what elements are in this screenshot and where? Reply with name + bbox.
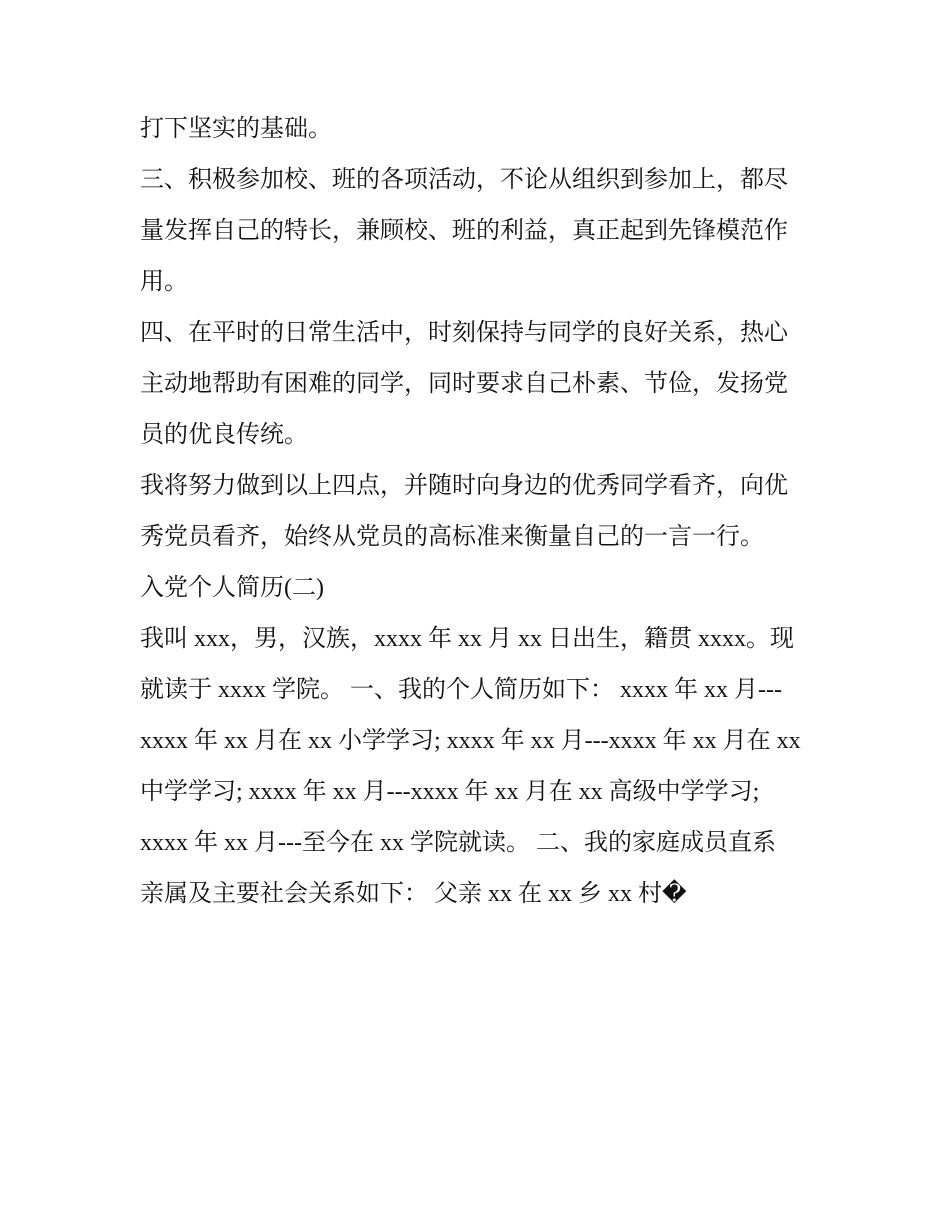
document-body xyxy=(140,104,820,920)
text-line: 用。 xyxy=(140,269,188,295)
text-line: 中学学习; xxxx 年 xx 月---xxxx 年 xx 月在 xx 高级中学学习; xyxy=(140,779,760,805)
text-line: 三、积极参加校、班的各项活动，不论从组织到参加上，都尽 xyxy=(140,167,788,193)
section-heading: 入党个人简历(二) xyxy=(140,575,324,601)
text-line: xxxx 年 xx 月在 xx 小学学习; xxxx 年 xx 月---xxxx 年 xx 月在 xx xyxy=(140,728,801,754)
text-line: 四、在平时的日常生活中，时刻保持与同学的良好关系，热心 xyxy=(140,320,788,346)
text-line: 主动地帮助有困难的同学，同时要求自己朴素、节俭，发扬党 xyxy=(140,371,788,397)
text-line: 秀党员看齐，始终从党员的高标准来衡量自己的一言一行。 xyxy=(140,524,764,550)
text-line: 我叫 xxx，男，汉族，xxxx 年 xx 月 xx 日出生，籍贯 xxxx。现 xyxy=(140,626,794,652)
text-line: 员的优良传统。 xyxy=(140,422,308,448)
text-line: 量发挥自己的特长，兼顾校、班的利益，真正起到先锋模范作 xyxy=(140,218,788,244)
text-line: 就读于 xxxx 学院。 一、我的个人简历如下： xxxx 年 xx 月--- xyxy=(140,677,782,703)
text-line: xxxx 年 xx 月---至今在 xx 学院就读。 二、我的家庭成员直系 xyxy=(140,830,776,856)
text-line: 打下坚实的基础。 xyxy=(140,116,332,142)
text-line: 我将努力做到以上四点，并随时向身边的优秀同学看齐，向优 xyxy=(140,473,788,499)
text-line: 亲属及主要社会关系如下： 父亲 xx 在 xx 乡 xx 村� xyxy=(140,881,687,907)
